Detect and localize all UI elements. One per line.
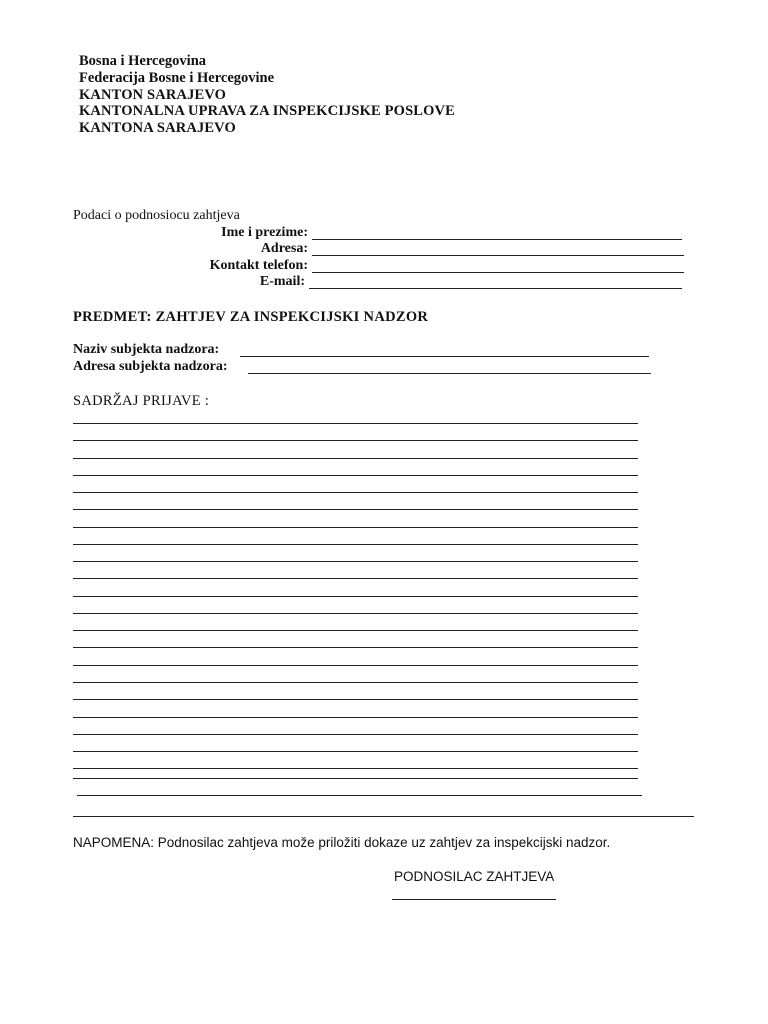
content-line[interactable] bbox=[73, 578, 638, 579]
phone-field[interactable] bbox=[73, 258, 308, 274]
content-line[interactable] bbox=[73, 440, 638, 441]
content-line[interactable] bbox=[73, 596, 638, 597]
content-line[interactable] bbox=[73, 734, 638, 735]
address-line[interactable] bbox=[312, 255, 684, 256]
applicant-section-title: Podaci o podnosiocu zahtjeva bbox=[73, 208, 240, 223]
content-line[interactable] bbox=[73, 509, 638, 510]
content-line[interactable] bbox=[73, 699, 638, 700]
content-line[interactable] bbox=[73, 768, 638, 769]
content-line[interactable] bbox=[73, 647, 638, 648]
full-name-line[interactable] bbox=[312, 239, 682, 240]
content-line[interactable] bbox=[73, 475, 638, 476]
inspection-subject-address-label: Adresa subjekta nadzora: bbox=[73, 359, 228, 374]
institution-header bbox=[79, 53, 455, 137]
note-text: NAPOMENA: Podnosilac zahtjeva može priložiti dokaze uz zahtjev za inspekcijski nadzor. bbox=[73, 835, 611, 850]
report-content-title: SADRŽAJ PRIJAVE : bbox=[73, 393, 210, 409]
content-line[interactable] bbox=[73, 613, 638, 614]
phone-line[interactable] bbox=[312, 272, 684, 273]
document-subject: PREDMET: ZAHTJEV ZA INSPEKCIJSKI NADZOR bbox=[73, 309, 429, 325]
address-label: Adresa: bbox=[260, 241, 308, 256]
content-line[interactable] bbox=[73, 751, 638, 752]
header-line-canton-name: KANTONA SARAJEVO bbox=[79, 120, 236, 137]
address-field[interactable] bbox=[73, 241, 308, 257]
header-line-canton: KANTON SARAJEVO bbox=[79, 86, 227, 103]
header-line-country: Bosna i Hercegovina bbox=[79, 53, 207, 69]
content-line[interactable] bbox=[73, 630, 638, 631]
inspection-subject-name-line[interactable] bbox=[240, 356, 649, 357]
content-line[interactable] bbox=[73, 423, 638, 424]
content-line[interactable] bbox=[73, 527, 638, 528]
content-line[interactable] bbox=[77, 795, 642, 796]
full-name-field[interactable] bbox=[73, 225, 308, 241]
email-line[interactable] bbox=[309, 288, 682, 289]
signature-line[interactable] bbox=[392, 899, 556, 900]
content-line[interactable] bbox=[73, 561, 638, 562]
header-line-administration: KANTONALNA UPRAVA ZA INSPEKCIJSKE POSLOVE bbox=[79, 103, 455, 120]
inspection-subject-address-line[interactable] bbox=[248, 373, 651, 374]
content-line[interactable] bbox=[73, 492, 638, 493]
content-line[interactable] bbox=[73, 717, 638, 718]
content-line[interactable] bbox=[73, 544, 638, 545]
content-line-wide[interactable] bbox=[73, 816, 694, 817]
content-line[interactable] bbox=[73, 458, 638, 459]
content-line[interactable] bbox=[73, 682, 638, 683]
email-field[interactable] bbox=[73, 274, 305, 290]
inspection-subject-name-label: Naziv subjekta nadzora: bbox=[73, 342, 220, 357]
applicant-signature-label: PODNOSILAC ZAHTJEVA bbox=[394, 869, 555, 884]
email-label: E-mail: bbox=[259, 274, 305, 289]
full-name-label: Ime i prezime: bbox=[221, 225, 308, 240]
header-line-federation: Federacija Bosne i Hercegovine bbox=[79, 69, 275, 86]
phone-label: Kontakt telefon: bbox=[209, 258, 308, 273]
content-line[interactable] bbox=[73, 665, 638, 666]
content-line[interactable] bbox=[73, 778, 638, 779]
